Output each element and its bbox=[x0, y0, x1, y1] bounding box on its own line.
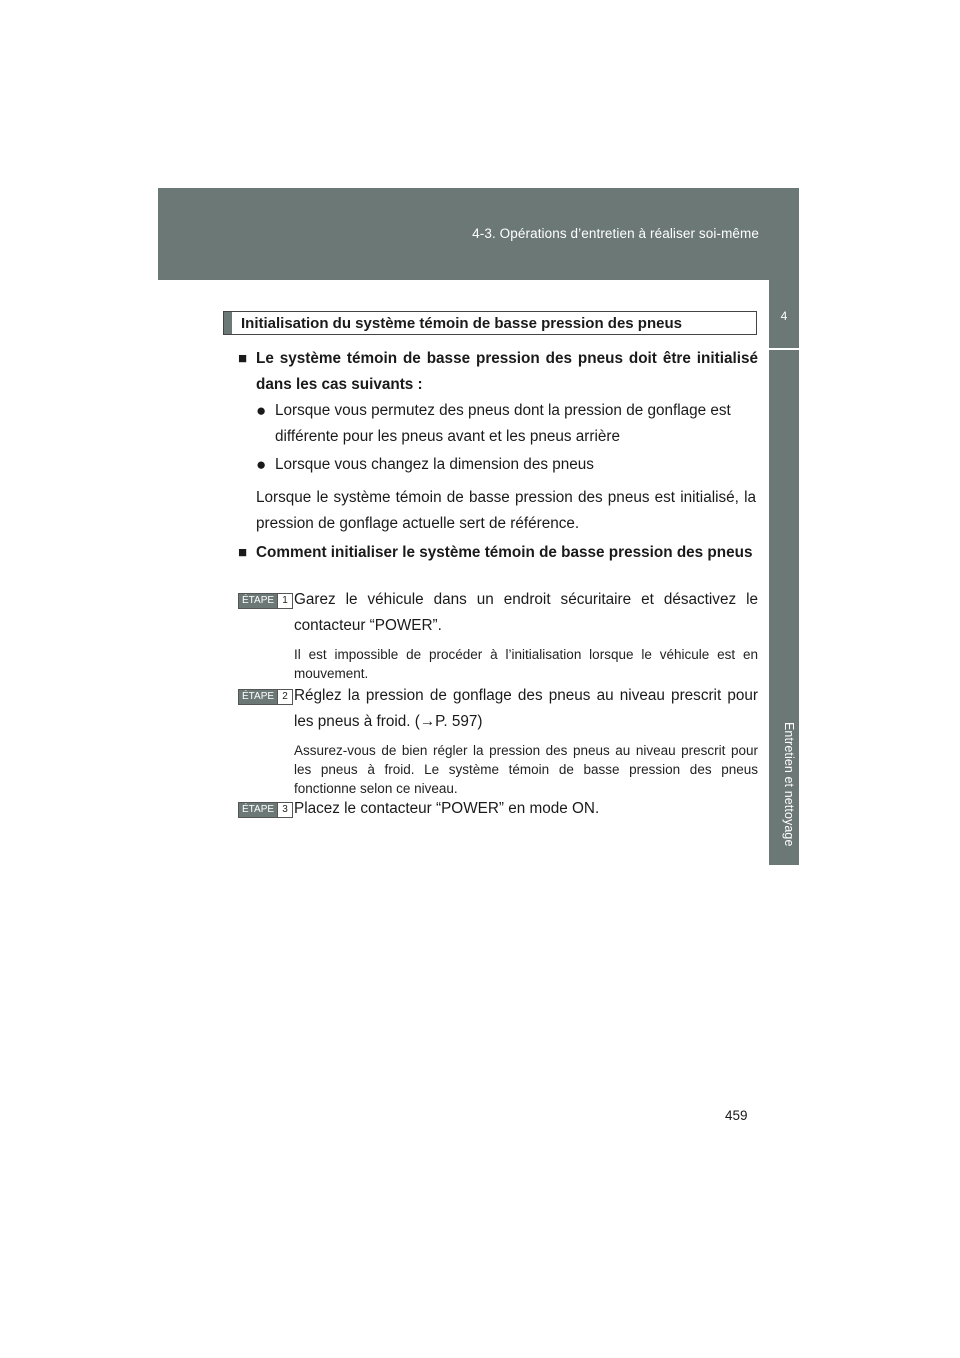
square-marker-icon: ■ bbox=[238, 350, 248, 367]
step-text: Réglez la pression de gonflage des pneus au niveau prescrit pour les pneus à froid. (→P. 597) bbox=[294, 687, 758, 730]
step-text: Placez le contacteur “POWER” en mode ON. bbox=[294, 800, 600, 817]
chapter-tab bbox=[769, 280, 799, 348]
step-note: Assurez-vous de bien régler la pression des pneus au niveau prescrit pour les pneus à froid. Le système témoin de basse pression des pneus fonctionne selon ce niveau. bbox=[294, 743, 758, 796]
step-badge bbox=[238, 802, 293, 818]
step-badge-word: ÉTAPE bbox=[239, 594, 277, 608]
header-band bbox=[158, 188, 799, 280]
step-badge-number: 3 bbox=[277, 803, 292, 817]
step-badge bbox=[238, 593, 293, 609]
step-badge-number: 1 bbox=[277, 594, 292, 608]
subheading-text: Comment initialiser le système témoin de basse pression des pneus bbox=[256, 544, 753, 561]
step-2 bbox=[238, 683, 758, 798]
reference-paragraph: Lorsque le système témoin de basse pression des pneus est initialisé, la pression de gonflage actuelle sert de référence. bbox=[256, 489, 756, 532]
bullet-item bbox=[256, 398, 756, 450]
step-1 bbox=[238, 587, 758, 683]
chapter-strip bbox=[769, 350, 799, 865]
step-note: Il est impossible de procéder à l’initialisation lorsque le véhicule est en mouvement. bbox=[294, 647, 758, 681]
step-3 bbox=[238, 796, 758, 822]
header-title: 4-3. Opérations d’entretien à réaliser soi-même bbox=[472, 226, 759, 241]
bullet-dot-icon: ● bbox=[256, 455, 267, 474]
section-title: Initialisation du système témoin de basse pression des pneus bbox=[241, 314, 682, 332]
page-number: 459 bbox=[725, 1108, 748, 1123]
subheading-cases bbox=[238, 346, 758, 398]
section-heading-bar bbox=[224, 312, 232, 334]
bullet-text: Lorsque vous permutez des pneus dont la pression de gonflage est différente pour les pneus avant et les pneus arrière bbox=[275, 402, 731, 445]
bullet-dot-icon: ● bbox=[256, 401, 267, 420]
bullet-text: Lorsque vous changez la dimension des pneus bbox=[275, 456, 594, 473]
bullet-item bbox=[256, 452, 756, 478]
step-badge bbox=[238, 689, 293, 705]
subheading-text: Le système témoin de basse pression des pneus doit être initialisé dans les cas suivants : bbox=[256, 350, 758, 393]
subheading-how-to bbox=[238, 540, 758, 566]
step-text: Garez le véhicule dans un endroit sécuritaire et désactivez le contacteur “POWER”. bbox=[294, 591, 758, 634]
square-marker-icon: ■ bbox=[238, 544, 248, 561]
step-badge-number: 2 bbox=[277, 690, 292, 704]
chapter-label: Entretien et nettoyage bbox=[782, 722, 796, 847]
step-badge-word: ÉTAPE bbox=[239, 690, 277, 704]
step-badge-word: ÉTAPE bbox=[239, 803, 277, 817]
section-heading-box bbox=[223, 311, 757, 335]
chapter-number: 4 bbox=[780, 309, 788, 323]
